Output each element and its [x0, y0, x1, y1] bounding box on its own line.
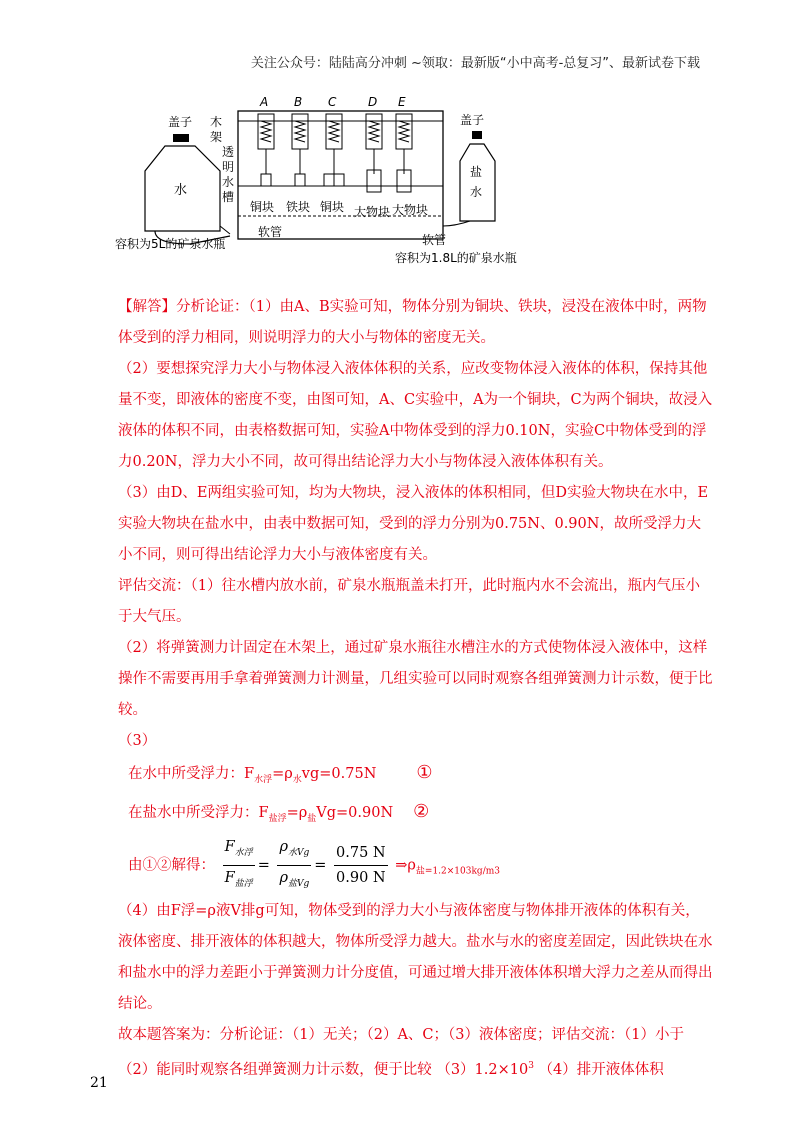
- paragraph-2: （2）要想探究浮力大小与物体浸入液体体积的关系，应改变物体浸入液体的体积，保持其他量不变，即液体的密度不变，由图可知，A、C实验中，A为一个铜块，C为两个铜块，故浸入液体的体积不同，由表格数据可知，实验A中物体受到的浮力0.10N，实验C中物体受到的浮力0.20N，浮力大小不同，故可得出结论浮力大小与物体浸入液体体积有关。: [118, 361, 713, 470]
- svg-text:盐: 盐: [470, 165, 483, 179]
- equation-1: 在水中所受浮力：$F_{水浮}=\rho_水vg=0.75N$ ①: [128, 762, 433, 785]
- bottle-right-label: 容积为1.8L的矿泉水瓶: [395, 251, 517, 265]
- svg-text:透: 透: [222, 145, 235, 159]
- lid-left-label: 盖子: [168, 115, 193, 129]
- hose-right-label: 软管: [422, 233, 447, 247]
- fraction-1: $\frac{F_{水浮}}{F_{盐浮}}$: [223, 835, 255, 896]
- bottle-left-label: 容积为5L的矿泉水瓶: [115, 237, 226, 251]
- svg-text:水: 水: [222, 175, 235, 189]
- experiment-figure: [110, 86, 550, 266]
- paragraph-5: （2）将弹簧测力计固定在木架上，通过矿泉水瓶往水槽注水的方式使物体浸入液体中，这样操作不需要再用手拿着弹簧测力计测量，几组实验可以同时观察各组弹簧测力计示数，便于比较。: [118, 640, 713, 718]
- right-bottle: [460, 144, 495, 221]
- right-bottle-cap: [472, 131, 482, 139]
- label-D: D: [368, 95, 378, 109]
- fraction-2: $\frac{\rho_{水Vg}}{\rho_{盐Vg}}$: [277, 835, 311, 896]
- lid-right-label: 盖子: [460, 113, 485, 127]
- svg-text:架: 架: [210, 130, 223, 144]
- paragraph-7: （4）由F浮=ρ液V排g可知，物体受到的浮力大小与液体密度与物体排开液体的体积有关，液体密度、排开液体的体积越大，物体所受浮力越大。盐水与水的密度差固定，因此铁块在水和盐水中的浮力差距小于弹簧测力计分度值，可通过增大排开液体体积增大浮力之差从而得出结论。: [118, 902, 713, 1012]
- label-E: E: [398, 95, 406, 109]
- spring-scales: [258, 114, 412, 192]
- paragraph-8: 故本题答案为：分析论证：（1）无关；（2）A、C；（3）液体密度；评估交流：（1）小于: [118, 1026, 684, 1043]
- paragraph-6: （3）: [118, 733, 157, 749]
- bigblock1-label: 大物块: [354, 205, 391, 219]
- label-A: A: [260, 95, 269, 109]
- svg-text:明: 明: [222, 160, 235, 174]
- hose-left-label: 软管: [258, 225, 283, 239]
- equation-2: 在盐水中所受浮力：$F_{盐浮}=\rho_盐Vg=0.90N$ ②: [128, 800, 430, 824]
- paragraph-3: （3）由D、E两组实验可知，均为大物块，浸入液体的体积相同，但D实验大物块在水中，E实验大物块在盐水中，由表中数据可知，受到的浮力分别为0.75N、0.90N，故所受浮力大小不同，则可得出结论浮力大小与液体密度有关。: [118, 485, 709, 563]
- copper2-label: 铜块: [320, 200, 345, 214]
- paragraph-1: 【解答】分析论证：（1）由A、B实验可知，物体分别为铜块、铁块，浸没在液体中时，两物体受到的浮力相同，则说明浮力的大小与物体的密度无关。: [118, 299, 707, 346]
- left-bottle-cap: [173, 134, 189, 142]
- paragraph-9: （2）能同时观察各组弹簧测力计示数，便于比较 $(3)1.2\times 10^3$ （4）排开液体体积: [118, 1060, 664, 1078]
- answer-content: [118, 292, 713, 1085]
- copper1-label: 铜块: [250, 200, 275, 214]
- label-C: C: [328, 95, 337, 109]
- fraction-3: $\frac{0.75 N}{0.90 N}$: [334, 841, 388, 890]
- bigblock2-label: 大物块: [392, 203, 429, 217]
- label-B: B: [294, 95, 303, 109]
- fraction-formula: 由①②解得： $\frac{F_{水浮}}{F_{盐浮}}$ = $\frac{\rho_{水Vg}}{\rho_{盐Vg}}$ = $\frac{0.75 N}{0.90 N}$ $\Rightarrow\rho_{盐=1.2\times 103kg/m3}$: [118, 835, 713, 896]
- answer-tag: 【解答】: [118, 299, 176, 315]
- iron-label: 铁块: [286, 200, 311, 214]
- page-header: 关注公众号：陆陆高分冲刺 ~领取：最新版“小中高考-总复习”、最新试卷下载: [250, 56, 700, 71]
- water-label: 水: [174, 183, 188, 198]
- page-number: 21: [90, 1075, 108, 1091]
- svg-text:槽: 槽: [222, 190, 235, 204]
- frame-label-1: 木: [210, 115, 223, 129]
- svg-text:水: 水: [470, 185, 483, 199]
- paragraph-4: 评估交流：（1）往水槽内放水前，矿泉水瓶瓶盖未打开，此时瓶内水不会流出，瓶内气压小于大气压。: [118, 578, 700, 625]
